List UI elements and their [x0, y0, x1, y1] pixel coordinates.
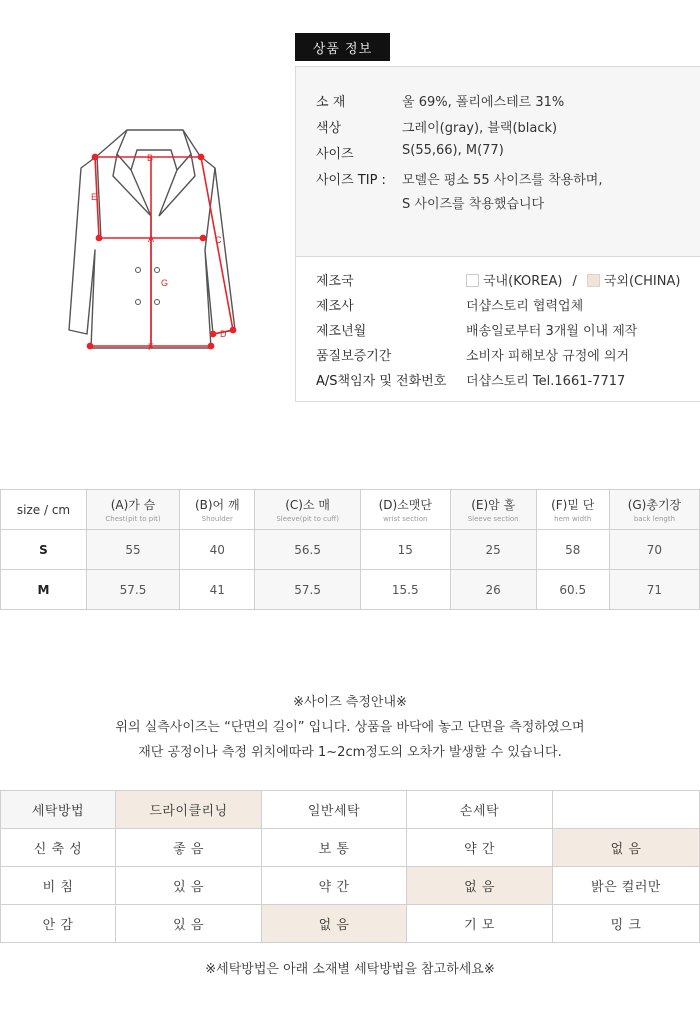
measure-label-c: C [215, 235, 222, 245]
size-cell: 41 [180, 570, 255, 610]
notes-line-1: 위의 실측사이즈는 “단면의 길이” 입니다. 상품을 바닥에 놓고 단면을 측정하였으며 [115, 720, 585, 735]
as-value: 더샵스토리 Tel.1661-7717 [466, 374, 626, 389]
material-value: 울 69%, 폴리에스테르 31% [402, 95, 565, 110]
wash-cell: 안 감 [1, 905, 116, 943]
origin-value [466, 270, 680, 289]
col-chest: (A)가 슴 Chest(pit to pit) [87, 490, 180, 530]
foreign-checkbox [587, 274, 600, 287]
wash-cell: 있 음 [116, 867, 262, 905]
origin-slash: / [572, 274, 577, 289]
size-cell: 15 [360, 530, 450, 570]
size-cell: 57.5 [87, 570, 180, 610]
measure-label-b: B [147, 153, 154, 163]
size-cell: 56.5 [255, 530, 360, 570]
size-name: M [1, 570, 87, 610]
wash-cell: 없 음 [262, 905, 407, 943]
domestic-checkbox [466, 274, 479, 287]
size-tip-label: 사이즈 TIP : [316, 173, 386, 188]
col-sleeve: (C)소 매 Sleeve(pit to cuff) [255, 490, 360, 530]
warranty-value: 소비자 피해보상 규정에 의거 [466, 349, 630, 364]
measure-label-e: E [91, 192, 98, 202]
wash-row [1, 867, 700, 905]
date-label: 제조년월 [316, 324, 367, 339]
measure-label-g: G [161, 278, 169, 288]
wash-cell: 보 통 [262, 829, 407, 867]
product-info-tab: 상품 정보 [295, 33, 390, 61]
size-tip-row [316, 169, 602, 188]
size-cell: 40 [180, 530, 255, 570]
origin-foreign: 국외(CHINA) [603, 274, 681, 289]
wash-cell: 없 음 [553, 829, 700, 867]
date-value: 배송일로부터 3개월 이내 제작 [466, 324, 638, 339]
size-cell: 57.5 [255, 570, 360, 610]
maker-value: 더샵스토리 협력업체 [466, 299, 584, 314]
col-hem: (F)밑 단 hem width [536, 490, 609, 530]
warranty-row [316, 345, 629, 364]
maker-label: 제조사 [316, 299, 354, 314]
wash-cell: 좋 음 [116, 829, 262, 867]
maker-row [316, 295, 583, 314]
wash-cell: 없 음 [407, 867, 553, 905]
size-row-s [1, 530, 700, 570]
size-name: S [1, 530, 87, 570]
size-row-m [1, 570, 700, 610]
size-tip-line-1: 모델은 평소 55 사이즈를 착용하며, [402, 173, 603, 188]
wash-cell: 밍 크 [553, 905, 700, 943]
material-row [316, 91, 564, 110]
wash-row [1, 905, 700, 943]
size-table [0, 489, 700, 610]
warranty-label: 품질보증기간 [316, 349, 392, 364]
material-label: 소 재 [316, 95, 346, 110]
wash-row [1, 829, 700, 867]
coat-measurement-diagram [65, 120, 255, 360]
origin-row [316, 270, 680, 289]
size-cell: 71 [609, 570, 699, 610]
size-cell: 26 [450, 570, 536, 610]
wash-cell: 일반세탁 [262, 791, 407, 829]
as-label: A/S책임자 및 전화번호 [316, 374, 447, 389]
product-info-box [295, 66, 700, 402]
size-value: S(55,66), M(77) [402, 143, 504, 158]
color-row [316, 117, 557, 136]
date-row [316, 320, 637, 339]
wash-cell: 약 간 [262, 867, 407, 905]
size-cell: 15.5 [360, 570, 450, 610]
wash-cell: 신 축 성 [1, 829, 116, 867]
size-cell: 60.5 [536, 570, 609, 610]
wash-cell: 있 음 [116, 905, 262, 943]
size-cell: 70 [609, 530, 699, 570]
origin-domestic: 국내(KOREA) [483, 274, 563, 289]
measure-label-a: A [148, 234, 155, 244]
notes-line-2: 재단 공정이나 측정 위치에따라 1~2cm정도의 오차가 발생할 수 있습니다. [138, 745, 562, 760]
col-shoulder: (B)어 깨 Shoulder [180, 490, 255, 530]
size-table-header [1, 490, 700, 530]
size-notes [0, 690, 700, 765]
wash-row [1, 791, 700, 829]
wash-cell: 기 모 [407, 905, 553, 943]
notes-title: ※사이즈 측정안내※ [293, 695, 407, 710]
size-tip-line-2: S 사이즈를 착용했습니다 [402, 197, 545, 212]
size-tip-row-2 [316, 193, 544, 212]
color-label: 색상 [316, 121, 342, 136]
col-length: (G)총기장 back length [609, 490, 699, 530]
col-armhole: (E)암 홀 Sleeve section [450, 490, 536, 530]
size-cell: 55 [87, 530, 180, 570]
wash-cell: 약 간 [407, 829, 553, 867]
wash-cell [553, 791, 700, 829]
wash-footnote: ※세탁방법은 아래 소재별 세탁방법을 참고하세요※ [205, 962, 495, 977]
measure-label-f: F [148, 342, 154, 352]
color-value: 그레이(gray), 블랙(black) [402, 121, 558, 136]
size-label: 사이즈 [316, 147, 354, 162]
wash-cell: 손세탁 [407, 791, 553, 829]
wash-cell: 드라이클리닝 [116, 791, 262, 829]
size-row [316, 143, 504, 162]
origin-label: 제조국 [316, 274, 354, 289]
as-row [316, 370, 625, 389]
wash-cell: 비 침 [1, 867, 116, 905]
col-wrist: (D)소맷단 wrist section [360, 490, 450, 530]
wash-table [0, 790, 700, 943]
wash-cell: 세탁방법 [1, 791, 116, 829]
size-unit-header: size / cm [1, 490, 87, 530]
wash-cell: 밝은 컬러만 [553, 867, 700, 905]
size-cell: 25 [450, 530, 536, 570]
size-cell: 58 [536, 530, 609, 570]
measure-label-d: D [220, 329, 227, 339]
